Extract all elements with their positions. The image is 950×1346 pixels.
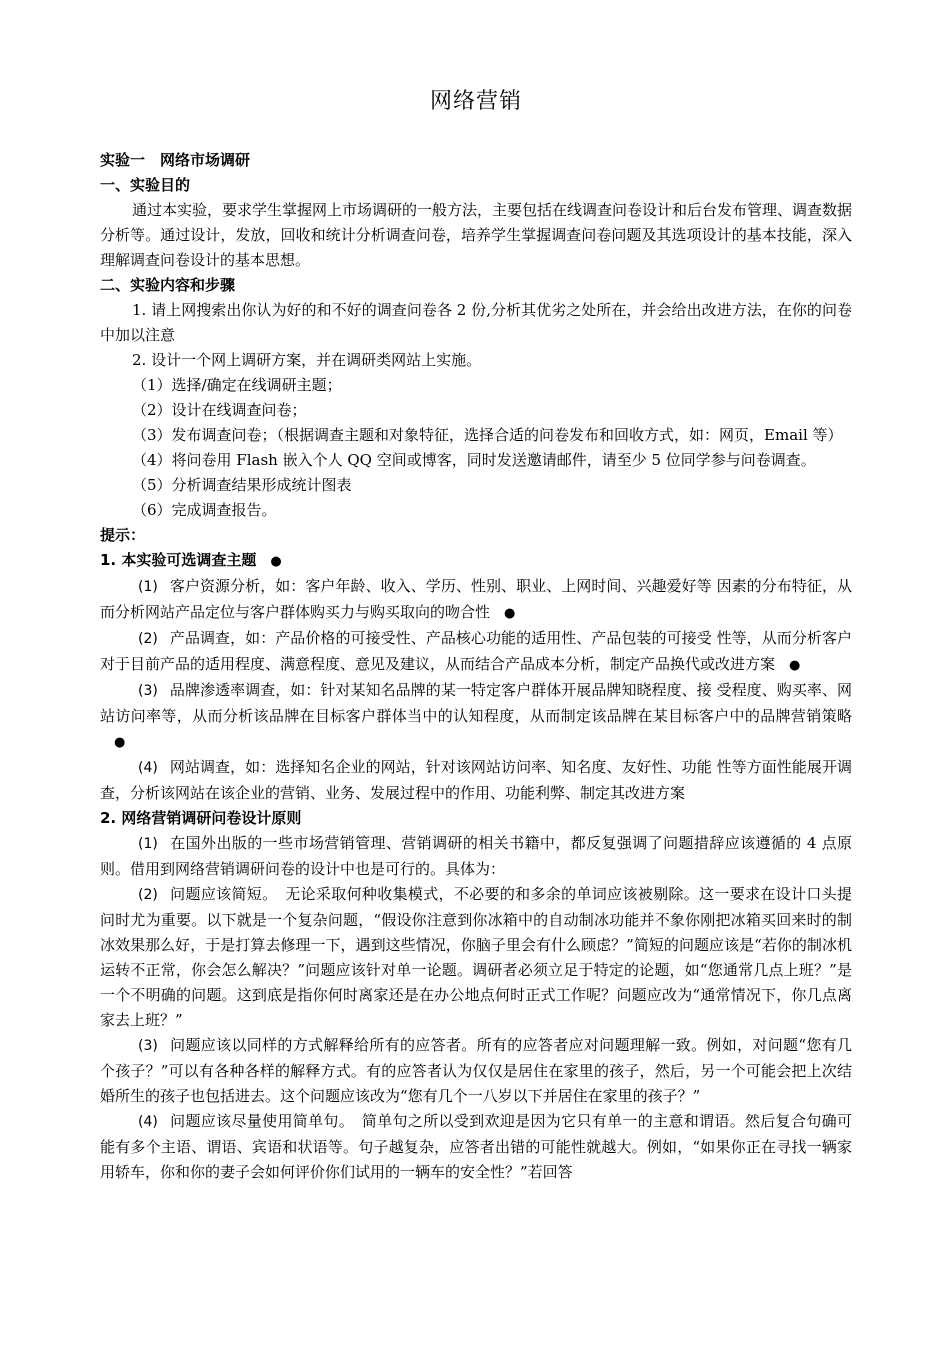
principle-item — [100, 882, 852, 1033]
principle-number: (4) — [138, 1114, 158, 1130]
topic-item — [100, 574, 852, 626]
hint-1-label: 1. 本实验可选调查主题 — [100, 551, 257, 569]
hint-1-title — [100, 548, 852, 574]
topic-number: (1) — [138, 579, 158, 595]
section-2-title: 二、实验内容和步骤 — [100, 276, 236, 294]
principle-text: 问题应该以同样的方式解释给所有的应答者。所有的应答者应对问题理解一致。例如，对问题“您有几个孩子？”可以有各种各样的解释方式。有的应答者认为仅仅是居住在家里的孩子，然后，另一个可能会把上次结婚所生的孩子也包括进去。这个问题应该改为“您有几个一八岁以下并居住在家里的孩子？” — [100, 1036, 852, 1105]
topic-number: (2) — [138, 631, 158, 647]
bullet-icon: ● — [270, 554, 282, 569]
bullet-icon: ● — [114, 735, 126, 750]
bullet-icon: ● — [789, 658, 801, 673]
principle-text: 在国外出版的一些市场营销管理、营销调研的相关书籍中，都反复强调了问题措辞应该遵循的 4 点原则。借用到网络营销调研问卷的设计中也是可行的。具体为： — [100, 834, 852, 878]
hint-title: 提示： — [100, 526, 146, 544]
principle-text: 问题应该尽量使用简单句。 简单句之所以受到欢迎是因为它只有单一的主意和谓语。然后复合句确可能有多个主语、谓语、宾语和状语等。句子越复杂，应答者出错的可能性就越大。例如，“如果你正在寻找一辆家用轿车，你和你的妻子会如何评价你们试用的一辆车的安全性？”若回答 — [100, 1112, 852, 1181]
topic-item — [100, 678, 852, 755]
topic-text: 产品调查，如：产品价格的可接受性、产品核心功能的适用性、产品包装的可接受 性等，从而分析客户对于目前产品的适用程度、满意程度、意见及建议，从而结合产品成本分析，制定产品换代或改进方案 — [100, 629, 852, 673]
step-2: 2. 设计一个网上调研方案，并在调研类网站上实施。 — [132, 351, 482, 369]
substep: （4）将问卷用 Flash 嵌入个人 QQ 空间或博客，同时发送邀请邮件，请至少 5 位同学参与问卷调查。 — [132, 451, 816, 469]
substep: （2）设计在线调查问卷； — [132, 401, 307, 419]
principle-item — [100, 831, 852, 882]
section-1-title: 一、实验目的 — [100, 176, 191, 194]
experiment-title: 实验一 网络市场调研 — [100, 151, 251, 169]
substep: （1）选择/确定在线调研主题； — [132, 376, 342, 394]
topic-text: 客户资源分析，如：客户年龄、收入、学历、性别、职业、上网时间、兴趣爱好等 因素的分布特征，从而分析网站产品定位与客户群体购买力与购买取向的吻合性 — [100, 577, 852, 621]
principle-number: (2) — [138, 887, 158, 903]
topic-item — [100, 626, 852, 678]
section-1-text: 通过本实验，要求学生掌握网上市场调研的一般方法，主要包括在线调查问卷设计和后台发布管理、调查数据分析等。通过设计，发放，回收和统计分析调查问卷，培养学生掌握调查问卷问题及其选项设计的基本技能，深入理解调查问卷设计的基本思想。 — [100, 201, 853, 269]
substep: （5）分析调查结果形成统计图表 — [132, 476, 352, 494]
principle-item — [100, 1109, 852, 1185]
principle-number: (1) — [138, 836, 158, 852]
bullet-icon: ● — [504, 606, 516, 621]
topic-number: (4) — [138, 760, 158, 776]
substep: （3）发布调查问卷；（根据调查主题和对象特征，选择合适的问卷发布和回收方式，如：网页，Email 等） — [132, 426, 843, 444]
hint-2-title: 2. 网络营销调研问卷设计原则 — [100, 809, 302, 827]
topic-text: 网站调查，如：选择知名企业的网站，针对该网站访问率、知名度、友好性、功能 性等方面性能展开调查，分析该网站在该企业的营销、业务、发展过程中的作用、功能利弊、制定其改进方案 — [100, 758, 852, 802]
step-1: 1. 请上网搜索出你认为好的和不好的调查问卷各 2 份,分析其优劣之处所在，并会给出改进方法，在你的问卷中加以注意 — [100, 301, 852, 344]
principle-number: (3) — [138, 1038, 158, 1054]
topic-number: (3) — [138, 683, 158, 699]
topic-item — [100, 755, 852, 806]
topic-text: 品牌渗透率调查，如：针对某知名品牌的某一特定客户群体开展品牌知晓程度、接 受程度、购买率、网站访问率等，从而分析该品牌在目标客户群体当中的认知程度，从而制定该品牌在某目标客户中的品牌营销策略 — [100, 681, 852, 725]
substep: （6）完成调查报告。 — [132, 501, 277, 519]
principle-item — [100, 1033, 852, 1109]
principle-text: 问题应该简短。 无论采取何种收集模式，不必要的和多余的单词应该被剔除。这一要求在设计口头提问时尤为重要。以下就是一个复杂问题，“假设你注意到你冰箱中的自动制冰功能并不象你刚把冰箱买回来时的制冰效果那么好，于是打算去修理一下，遇到这些情况，你脑子里会有什么顾虑？”简短的问题应该是“若你的制冰机运转不正常，你会怎么解决？”问题应该针对单一论题。调研者必须立足于特定的论题，如“您通常几点上班？”是一个不明确的问题。这到底是指你何时离家还是在办公地点何时正式工作呢？问题应改为“通常情况下，你几点离家去上班？” — [100, 885, 852, 1029]
page-title: 网络营销 — [429, 89, 522, 114]
